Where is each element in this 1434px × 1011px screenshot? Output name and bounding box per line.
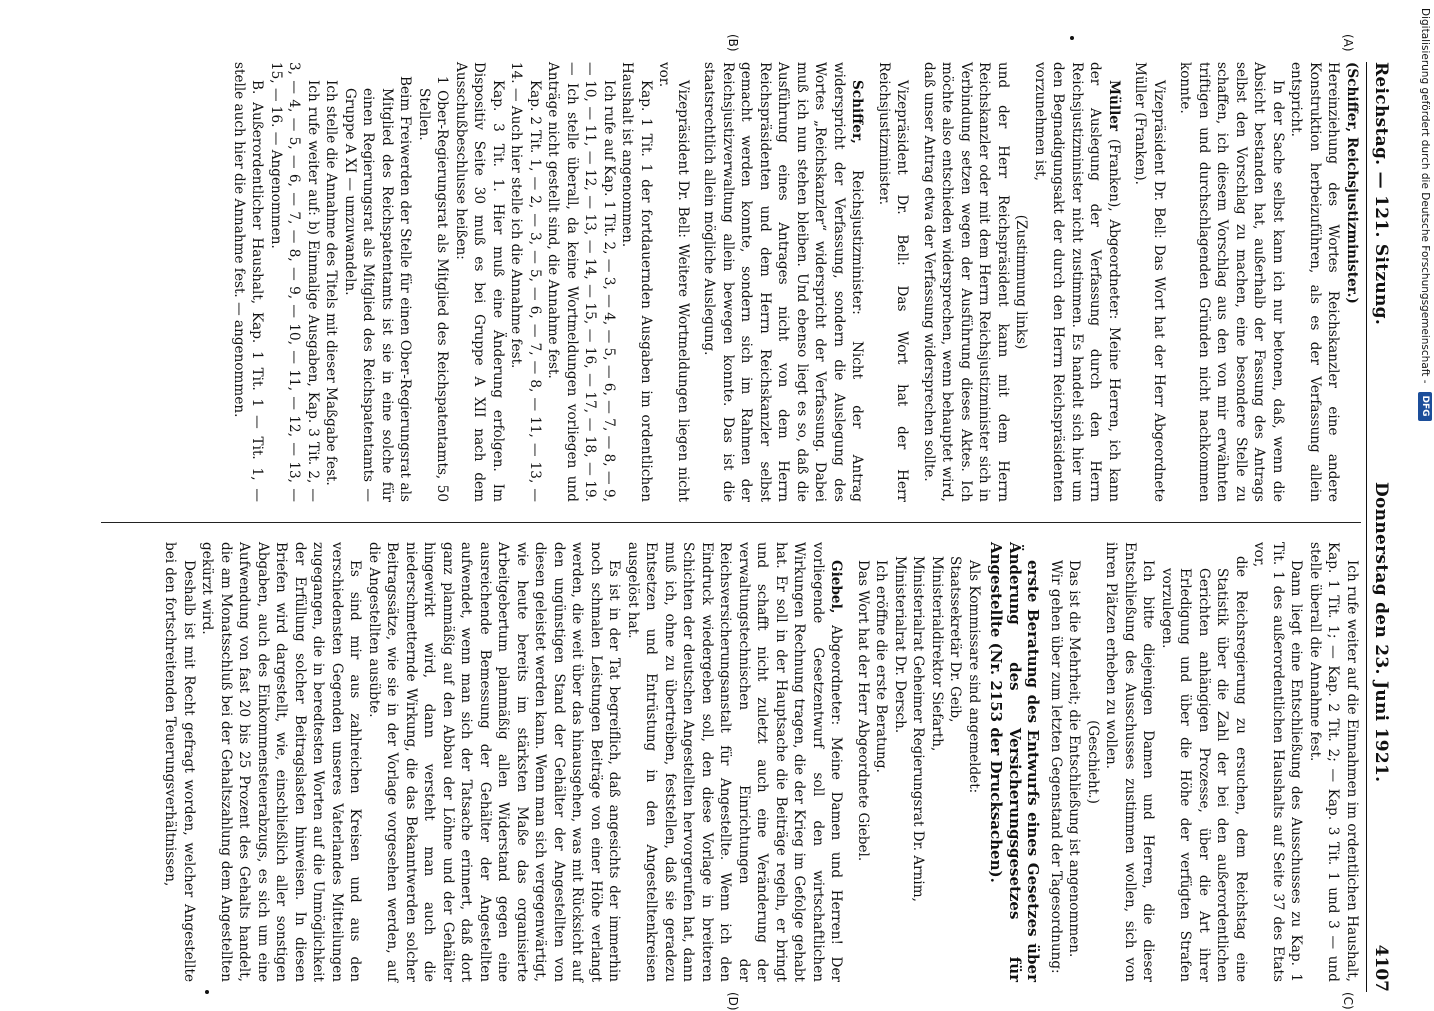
paragraph: Kap. 2 Tit. 1, — 2, — 3, — 5, — 6, — 7, — 8, — 11, — 13, — 14. — Auch hier stelle ich die Annahme fest. [508, 62, 543, 502]
left-column [230, 62, 1362, 502]
list-item: 1 Ober-Regierungsrat als Mitglied des Reichspatentamts, 50 Stellen. [416, 76, 451, 502]
margin-marker-b: (B) [726, 34, 740, 52]
speck [205, 990, 209, 994]
paragraph: Als Kommissare sind angemeldet: [966, 560, 982, 794]
paragraph: In der Sache selbst kann ich nur betonen, daß, wenn die Absicht bestanden hat, außerhalb der Fassung des Antrags selbst den Vorschlag zu machen, eine besondere Stelle zu schaffen, ich diesem Vorschlag aus den von mir erwähnten triftigen und durchschlagenden Gründen nicht nachkommen konnte. [1177, 62, 1286, 502]
dfg-logo: DFG [1418, 392, 1432, 421]
speck [1070, 36, 1074, 40]
paragraph: Vizepräsident Dr. Bell: Das Wort hat der Herr Reichsjustizminister. [876, 62, 911, 502]
paragraph: Das ist die Mehrheit; die Entschließung ist angenommen. [1066, 560, 1083, 958]
paragraph: Ich rufe auf Kap. 1 Tit. 2, — 3, — 4, — 5, — 6, — 7, — 8, — 9, — 10, — 11, — 12, — 13, — 14, — 15, — 16, — 17, — 18, — 19. — Ich stelle überall, da keine Wortmeldungen vorliegen und Anträge nicht gestellt sind, die Annahme fest. [545, 62, 617, 502]
margin-marker-a: (A) [1341, 34, 1355, 52]
margin-marker-c: (C) [1341, 992, 1355, 1010]
page-header [1366, 62, 1395, 992]
paragraph: Dann liegt eine Entschließung des Ausschusses zu Kap. 1 Tit. 1 des außerordentlichen Haushalts auf Seite 37 des Etats vor, [1251, 542, 1305, 982]
interjection: (Zustimmung links) [1013, 214, 1030, 350]
paragraph: Kap. 3 Tit. 1. Hier muß eine Änderung erfolgen. Im Dispositiv Seite 30 muß es bei Gruppe A XII nach dem Ausschußbeschlusse heißen: [453, 62, 506, 502]
paragraph: Ich eröffne die erste Beratung. [873, 560, 890, 773]
paragraph: Vizepräsident Dr. Bell: Das Wort hat der Herr Abgeordnete Müller (Franken). [1132, 62, 1167, 502]
agenda-heading: erste Beratung des Entwurfs eines Gesetzes über Änderung des Versicherungsgesetzes für Angestellte (Nr. 2153 der Drucksachen). [987, 542, 1043, 982]
paragraph: Deshalb ist mit Recht gefragt worden, welcher Angestellte bei den fortschreitenden Teuerungsverhältnissen, [162, 542, 197, 982]
paragraph: Ich bitte diejenigen Damen und Herren, die dieser Entschließung des Ausschusses zustimmen wollen, sich von ihren Plätzen erheben zu wollen. [1103, 542, 1157, 982]
commissioner: Ministerialrat Dr. Dersch. [892, 556, 908, 734]
paragraph: Ich rufe weiter auf die Einnahmen im ordentlichen Haushalt, Kap. 1 Tit. 1; — Kap. 2 Tit. 2; — Kap. 3 Tit. 1 und 3 — und stelle überall die Annahme fest. [1307, 542, 1360, 982]
speaker-continuation: (Schiffer, Reichsjustizminister.) [1344, 62, 1360, 304]
paragraph: B. Außerordentlicher Haushalt, Kap. 1 Tit. 1 — Tit. 1, — stelle auch hier die Annahme fest. — angenommen. [231, 62, 266, 502]
column-divider [101, 522, 1361, 523]
resolution-text: die Reichsregierung zu ersuchen, dem Reichstag eine Statistik über die Zahl der bei den außerordentlichen Gerichten anhängigen Prozesse, über die Art ihrer Erledigung und über die Höhe der verfügten Strafen vorzulegen. [1159, 556, 1249, 982]
paragraph: Es ist in der Tat begreiflich, daß angesichts der immerhin noch schmalen Leistungen Beiträge von einer Höhe verlangt werden, die weit über das hinausgehen, was mit Rücksicht auf den ungünstigen Stand der Gehälter der Angestellten von diesen geleistet werden kann. Wenn man sich vergegenwärtigt, wie heute bereits im stärksten Maße das organisierte Arbeitgebertum planmäßig allen Widerstand gegen eine ausreichende Bemessung der Gehälter der Angestellten aufwendet, wenn man sich der Tatsache erinnert, daß dort ganz planmäßig auf den Abbau der Löhne und der Gehälter hingewirkt wird, dann versteht man auch die niederschmetternde Wirkung, die das Bekanntwerden solcher Beitragssätze, wie sie in der Vorlage vorgesehen werden, auf die Angestellten ausübte. [366, 542, 623, 982]
paragraph: Ich rufe weiter auf: b) Einmalige Ausgaben, Kap. 3 Tit. 2, — 3, — 4, — 5, — 6, — 7, — 8, — 9, — 10, — 11, — 12, — 13, — 15, — 16. — Angenommen. [268, 62, 321, 502]
paragraph: Es sind mir aus zahlreichen Kreisen und aus den verschiedensten Gegenden unseres Vaterlandes Mitteilungen zugegangen, die in beredtesten Worten auf die Unmöglichkeit der Erfüllung solcher Beitragslasten hinweisen. In diesen Briefen wird dargestellt, wie, einschließlich aller sonstigen Abgaben, auch des Einkommensteuerabzugs, es sich um eine Aufwendung von fast 20 bis 25 Prozent des Gehalts handelt, die am Monatsschluß bei der Gehaltszahlung dem Angestellten gekürzt wird. [199, 542, 364, 982]
page-number: 4107 [1371, 944, 1391, 992]
digitization-note [1416, 8, 1434, 992]
commissioner: Staatssekretär Dr. Geib, [947, 556, 964, 723]
paragraph: Müller (Franken), Abgeordneter: Meine Herren, ich kann der Auslegung der Verfassung durch den Herrn Reichsjustizminister nicht zustimmen. Es handelt sich hier um den Begnadigungsakt der durch den Herrn Reichspräsidenten vorzunehmen ist, [1032, 62, 1122, 503]
header-date: Donnerstag den 23. Juni 1921. [1371, 482, 1391, 783]
paragraph: Kap. 1 Tit. 1 der fortdauernden Ausgaben im ordentlichen Haushalt ist angenommen. [619, 62, 654, 502]
paragraph: Das Wort hat der Herr Abgeordnete Giebel. [855, 560, 871, 862]
paragraph: Schiffer, Reichsjustizminister: Nicht der Antrag widerspricht der Verfassung, sondern die Auslegung des Wortes „Reichskanzler“ widerspricht der Verfassung. Dabei muß ich nun stehen bleiben. Und ebenso liegt es so, daß die Ausführung eines Antrages nicht von dem Herrn Reichspräsidenten und dem Herrn Reichskanzler selbst gemacht werden konnte, sondern sich im Rahmen der Reichsjustizverwaltung allein bewegen konnte. Das ist die staatsrechtlich allein mögliche Auslegung. [701, 62, 866, 502]
commissioner: Ministerialdirektor Siefarth, [929, 556, 945, 752]
paragraph: Vizepräsident Dr. Bell: Weitere Wortmeldungen liegen nicht vor. [656, 62, 691, 502]
interjection: (Geschieht.) [1085, 720, 1101, 804]
commissioner: Ministerialrat Geheimer Regierungsrat Dr. Arnim, [910, 556, 927, 902]
paragraph: Hereinziehung des Wortes Reichskanzler eine andere Konstruktion herbeizuführen, als es der Verfassung allein entspricht. [1288, 62, 1342, 502]
digitization-text: Digitalisierung gefördert durch die Deutsche Forschungsgemeinschaft - [1419, 8, 1431, 384]
paragraph: Wir gehen über zum letzten Gegenstand der Tagesordnung: [1048, 560, 1064, 974]
right-column [161, 542, 1361, 982]
paragraph: Giebel, Abgeordneter: Meine Damen und Herren! Der vorliegende Gesetzentwurf soll den wirtschaftlichen Wirkungen Rechnung tragen, die der Krieg im Gefolge gehabt hat. Er soll in der Hauptsache die Beiträge regeln, er bringt und schafft nicht zuletzt auch eine Veränderung der verwaltungstechnischen Einrichtungen der Reichsversicherungsanstalt für Angestellte. Wenn ich den Eindruck wiedergeben soll, den diese Vorlage in breiteren Schichten der deutschen Angestellten hervorgerufen hat, dann muß ich, ohne zu übertreiben, feststellen, daß sie geradezu Entsetzen und Entrüstung in den Angestelltenkreisen ausgelöst hat. [625, 542, 845, 982]
header-session: Reichstag. — 121. Sitzung. [1371, 62, 1391, 326]
list-item: Beim Freiwerden der Stelle für einen Ober-Regierungsrat als Mitglied des Reichspatentamts ist sie in eine solche für einen Regierungsrat als Mitglied des Reichspatentamts — Gruppe A XI — umzuwandeln. [342, 76, 414, 502]
rotated-page-content [55, 34, 1395, 1011]
margin-marker-d: (D) [726, 992, 740, 1011]
paragraph: und der Herr Reichspräsident kann mit dem Herrn Reichskanzler oder mit dem Herrn Reichsjustizminister sich in Verbindung setzen wegen der Ausführung dieses Aktes. Ich möchte also entschieden widersprechen, wenn behauptet wird, daß unser Antrag etwa der Verfassung widersprechen sollte. [921, 62, 1011, 502]
paragraph: Ich stelle die Annahme des Titels mit dieser Maßgabe fest. [323, 80, 340, 486]
